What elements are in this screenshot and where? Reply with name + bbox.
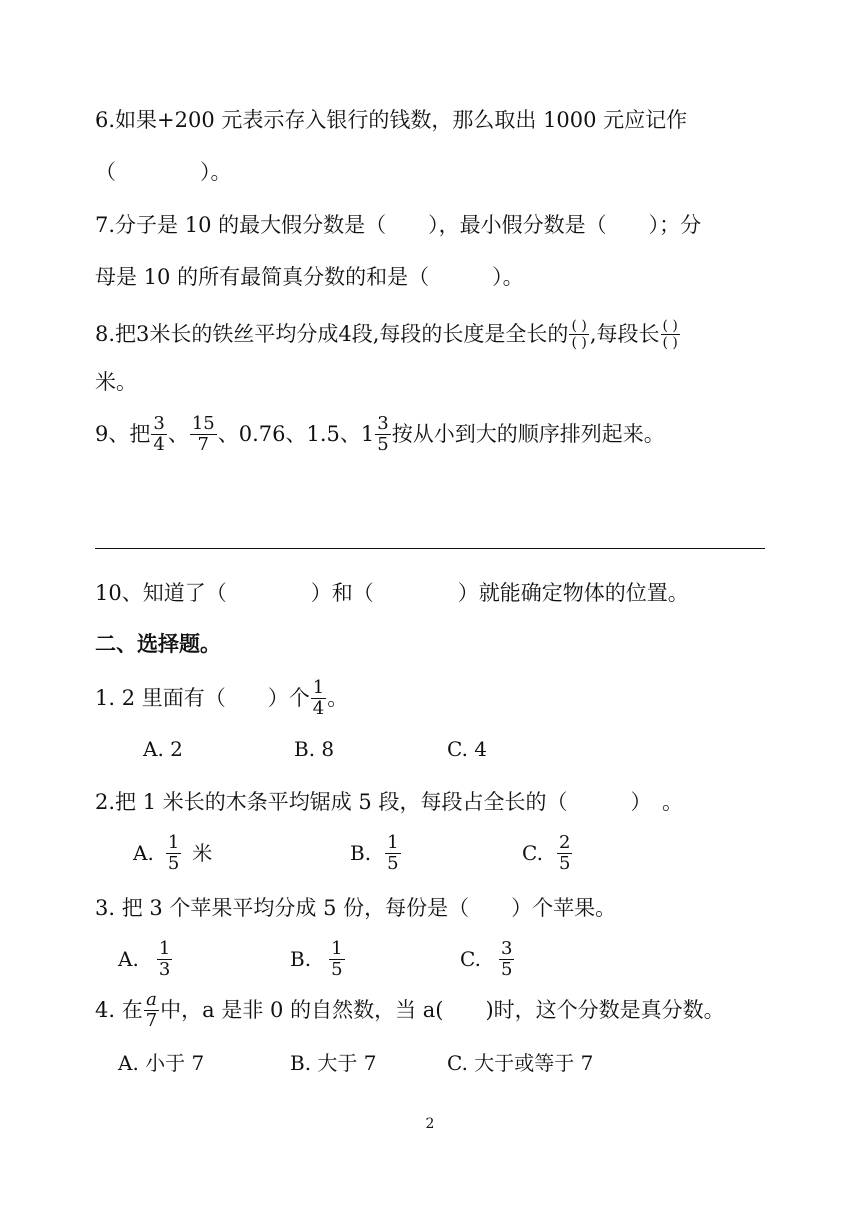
denominator: 7 (197, 433, 209, 455)
numerator: 3 (500, 937, 513, 959)
c2-option-b (350, 829, 402, 877)
choice-q4 (95, 988, 725, 1032)
section-title: 二、选择题。 (95, 631, 221, 656)
c1-post: 。 (327, 686, 349, 710)
q10-line: 10、知道了（ ）和（ ）就能确定物体的位置。 (95, 581, 689, 605)
q9-rest: 、0.76、1.5、1 (217, 422, 375, 446)
c1-option-c: C. 4 (447, 737, 488, 761)
q8-frac1-denominator: ( ) (571, 334, 587, 351)
q8-line1 (95, 314, 681, 354)
option-label: C. (460, 947, 481, 971)
q6-line2: （ ）。 (95, 160, 232, 184)
c3-option-c (460, 935, 515, 983)
numerator: 1 (167, 831, 180, 853)
answer-line (95, 548, 765, 549)
c4-option-c: C. 大于或等于 7 (447, 1051, 594, 1075)
q8-frac2-numerator: ( ) (662, 317, 678, 334)
q9-sep: 、 (167, 422, 189, 446)
q9-pre: 9、把 (95, 422, 151, 446)
option-label: B. (350, 841, 372, 865)
c1-pre: 1. 2 里面有（ ）个 (95, 686, 310, 710)
option-label: B. (290, 947, 312, 971)
numerator: 15 (191, 412, 215, 434)
c3-option-b (290, 935, 346, 983)
denominator: 7 (145, 1009, 158, 1031)
numerator: 1 (158, 937, 171, 959)
q8-fraction-blank-1 (569, 318, 588, 351)
c1-option-b: B. 8 (294, 737, 335, 761)
q9-fraction-3-4 (151, 414, 166, 455)
numerator: 3 (377, 412, 389, 434)
c3-option-a (118, 935, 173, 983)
q6-line1: 6.如果+200 元表示存入银行的钱数，那么取出 1000 元应记作 (95, 108, 688, 132)
c4-option-b: B. 大于 7 (290, 1051, 377, 1075)
option-label: A. (118, 947, 139, 971)
q7-line2: 母是 10 的所有最简真分数的和是（ ）。 (95, 265, 524, 289)
c4-pre: 4. 在 (95, 998, 143, 1022)
option-fraction (499, 939, 514, 980)
choice-q1 (95, 676, 348, 720)
numerator: 2 (558, 831, 571, 853)
q8-line2: 米。 (95, 370, 137, 394)
q8-text: 8.把3米长的铁丝平均分成4段,每段的长度是全长的 (95, 322, 569, 346)
denominator: 5 (167, 852, 180, 874)
denominator: 5 (500, 958, 513, 980)
c1-fraction (311, 678, 326, 719)
option-label: C. (522, 841, 543, 865)
q8-mid-text: ,每段长 (589, 322, 660, 346)
c2-option-a (133, 829, 212, 877)
denominator: 4 (153, 433, 165, 455)
choice-q3: 3. 把 3 个苹果平均分成 5 份，每份是（ ）个苹果。 (95, 896, 617, 920)
denominator: 3 (158, 958, 171, 980)
numerator: a (146, 988, 157, 1010)
option-fraction (557, 833, 572, 874)
denominator: 5 (331, 958, 343, 980)
option-fraction (166, 833, 181, 874)
c1-option-a: A. 2 (143, 737, 183, 761)
denominator: 4 (312, 697, 325, 719)
numerator: 1 (312, 676, 325, 698)
denominator: 5 (387, 852, 399, 874)
option-label: A. (133, 841, 154, 865)
q7-line1: 7.分子是 10 的最大假分数是（ ），最小假分数是（ ）；分 (95, 213, 702, 237)
option-fraction (385, 833, 400, 874)
page-number: 2 (425, 1116, 435, 1132)
denominator: 5 (377, 433, 389, 455)
q9-fraction-3-5 (375, 414, 390, 455)
q8-frac1-numerator: ( ) (571, 317, 587, 334)
choice-q2: 2.把 1 米长的木条平均锯成 5 段，每段占全长的（ ） 。 (95, 790, 683, 814)
numerator: 1 (331, 937, 343, 959)
q8-fraction-blank-2 (661, 318, 680, 351)
unit: 米 (192, 841, 213, 865)
numerator: 3 (153, 412, 165, 434)
q9-post: 按从小到大的顺序排列起来。 (391, 422, 665, 446)
q8-frac2-denominator: ( ) (662, 334, 678, 351)
denominator: 5 (558, 852, 571, 874)
c4-fraction (144, 990, 159, 1031)
option-fraction (329, 939, 344, 980)
option-fraction (157, 939, 172, 980)
c4-option-a: A. 小于 7 (118, 1051, 205, 1075)
numerator: 1 (387, 831, 399, 853)
q9-fraction-15-7 (190, 414, 217, 455)
q9-line (95, 412, 665, 456)
c4-post: 中，a 是非 0 的自然数，当 a( )时，这个分数是真分数。 (160, 998, 725, 1022)
c2-option-c (522, 829, 573, 877)
